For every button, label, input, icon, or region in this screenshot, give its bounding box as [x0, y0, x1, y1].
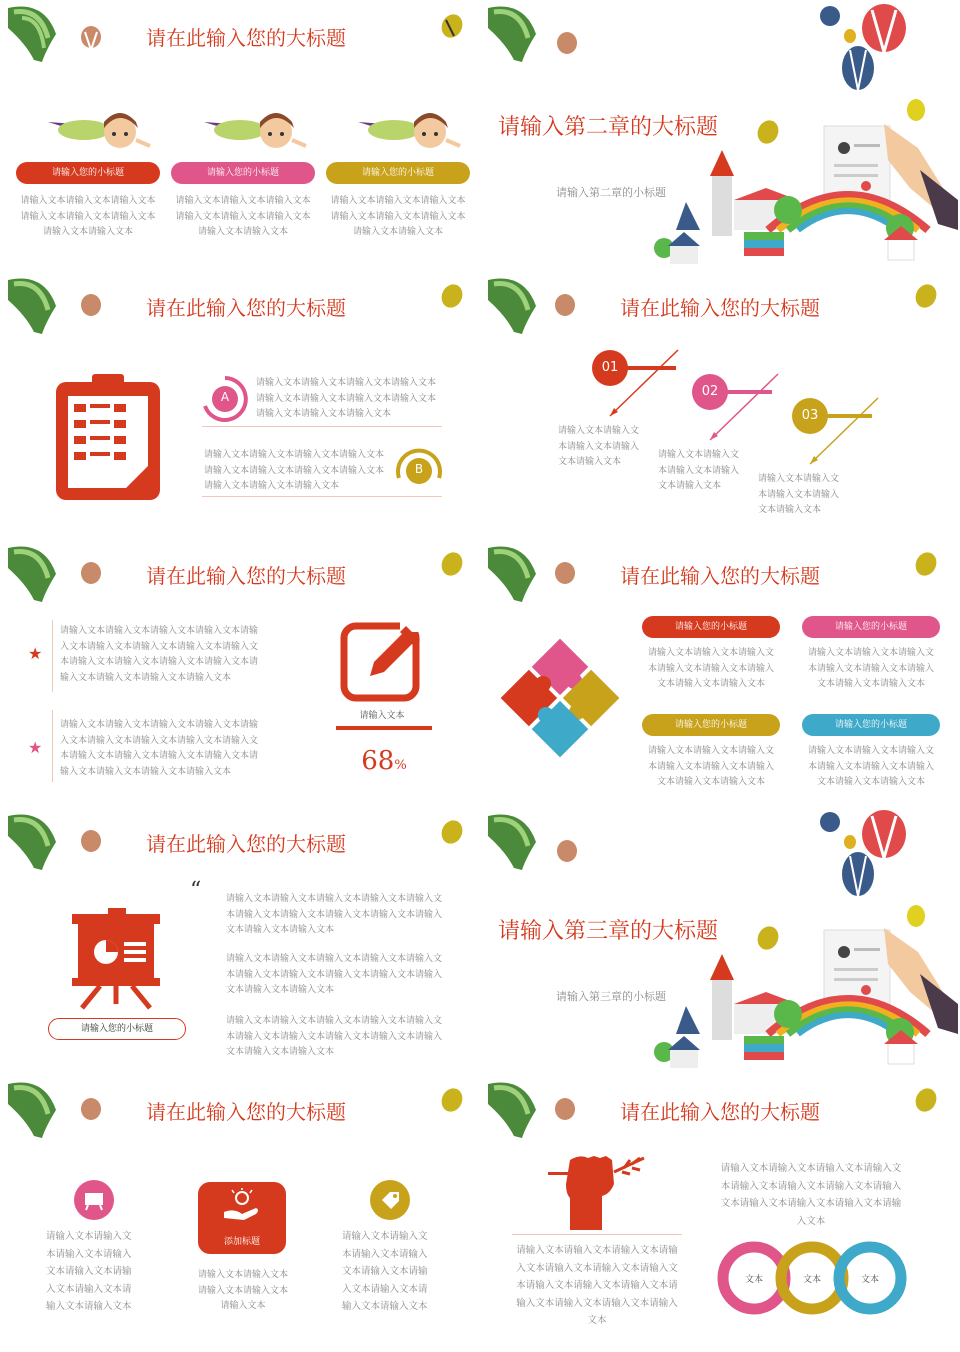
school-illustration	[648, 924, 958, 1072]
step-01-number: 01	[601, 360, 619, 375]
slide-6[interactable]	[484, 540, 958, 804]
edit-label: 请输入文本	[359, 711, 405, 721]
slide-title: 请在此输入您的大标题	[620, 564, 820, 588]
small-balloon-icon	[80, 830, 104, 860]
green-balloon-icon	[4, 812, 64, 876]
green-balloon-icon	[484, 1080, 544, 1144]
slide-1[interactable]	[0, 0, 474, 264]
slide-title: 请在此输入您的大标题	[146, 1100, 346, 1124]
badge-b-label: B	[414, 462, 424, 476]
ring-label: 文本	[744, 1275, 763, 1285]
body-text: 请输入文本请输入文本请输入文本请输入文本请输入文本请输入文本请输入文本请输入文本	[20, 196, 156, 237]
body-text: 请输入文本请输入文本请输入文本请输入文本请输入文本请输入文本请输入文本请输入文本	[807, 746, 934, 787]
step-02-text: 请输入文本请输入文本请输入文本请输入文本请输入文本	[658, 450, 740, 491]
yellow-balloon-icon	[914, 284, 938, 316]
yellow-balloon-icon	[440, 1088, 464, 1120]
quote-mark: “	[190, 878, 202, 903]
small-balloon-icon	[556, 840, 580, 870]
label-underline	[336, 726, 432, 730]
ring-label: 文本	[802, 1275, 821, 1285]
chapter-subtitle: 请输入第二章的小标题	[556, 186, 666, 199]
green-balloon-icon	[484, 544, 544, 608]
edit-icon	[340, 618, 424, 702]
yellow-balloon-icon	[914, 552, 938, 584]
slide-2[interactable]	[484, 0, 958, 264]
subtitle-pill: 请输入您的小标题	[642, 616, 780, 638]
child-illustration	[46, 100, 156, 156]
green-balloon-icon	[4, 4, 64, 68]
slide-title: 请在此输入您的大标题	[146, 296, 346, 320]
subtitle-outline-pill: 请输入您的小标题	[48, 1018, 186, 1040]
body-text: 请输入文本请输入文本请输入文本请输入文本请输入文本请输入文本请输入文本请输入文本	[330, 196, 466, 237]
chapter-title: 请输入第三章的大标题	[498, 919, 719, 944]
slide-7[interactable]	[0, 808, 474, 1072]
subtitle-pill: 请输入您的小标题	[642, 714, 780, 736]
percent-number: 68	[361, 746, 395, 776]
percent-unit: %	[394, 758, 407, 773]
small-balloon-icon	[554, 1098, 578, 1128]
step-02-number: 02	[701, 384, 719, 399]
puzzle-icon	[498, 636, 622, 760]
small-balloon-icon	[80, 294, 104, 324]
slide-10[interactable]	[484, 1076, 958, 1340]
presentation-icon	[74, 1180, 114, 1220]
vertical-rule	[52, 710, 53, 782]
body-text-a: 请输入文本请输入文本请输入文本请输入文本请输入文本请输入文本请输入文本请输入文本请输入文本请输入文本请输入文本	[256, 378, 437, 419]
subtitle-pill: 请输入您的小标题	[802, 616, 940, 638]
green-balloon-icon	[4, 544, 64, 608]
fist-icon	[548, 1154, 648, 1234]
body-text-right: 请输入文本请输入文本请输入文本请输入文本请输入文本请输入文本请输入文本请输入文本请输入文本	[342, 1231, 428, 1312]
small-balloon-icon	[80, 562, 104, 592]
slide-9[interactable]	[0, 1076, 474, 1340]
yellow-balloon-icon	[914, 1088, 938, 1120]
subtitle-pill: 请输入您的小标题	[802, 714, 940, 736]
slide-title: 请在此输入您的大标题	[146, 832, 346, 856]
chapter-title: 请输入第二章的大标题	[498, 115, 719, 140]
idea-hand-icon	[222, 1188, 262, 1224]
divider	[202, 426, 442, 427]
green-balloon-icon	[4, 276, 64, 340]
school-illustration	[648, 120, 958, 264]
feature-card-label: 添加标题	[223, 1237, 260, 1247]
small-balloon-icon	[554, 294, 578, 324]
slide-5[interactable]	[0, 540, 474, 804]
chapter-subtitle: 请输入第三章的小标题	[556, 990, 666, 1003]
star-icon: ★	[28, 644, 43, 663]
hot-air-balloons-icon	[806, 6, 926, 106]
slide-4[interactable]	[484, 272, 958, 536]
small-balloon-icon	[80, 26, 104, 56]
subtitle-pill: 请输入您的小标题	[326, 162, 470, 184]
vertical-rule	[52, 620, 53, 692]
slide-title: 请在此输入您的大标题	[146, 26, 346, 50]
body-text-right: 请输入文本请输入文本请输入文本请输入文本请输入文本请输入文本请输入文本请输入文本请输入文本请输入文本请输入文本请输入文本	[720, 1163, 902, 1227]
step-03-text: 请输入文本请输入文本请输入文本请输入文本请输入文本	[758, 474, 840, 515]
slide-title: 请在此输入您的大标题	[146, 564, 346, 588]
slide-3[interactable]	[0, 272, 474, 536]
yellow-balloon-icon	[440, 820, 464, 852]
badge-a-label: A	[220, 390, 230, 404]
body-text-2: 请输入文本请输入文本请输入文本请输入文本请输入文本请输入文本请输入文本请输入文本请输入文本请输入文本请输入文本请输入文本请输入文本请输入文本请输入文本请输入文本请输入文本	[60, 720, 259, 777]
small-balloon-icon	[80, 1098, 104, 1128]
small-balloon-icon	[554, 562, 578, 592]
paragraph: 请输入文本请输入文本请输入文本请输入文本请输入文本请输入文本请输入文本请输入文本请输入文本请输入文本请输入文本请输入文本	[226, 954, 443, 995]
child-illustration	[356, 100, 466, 156]
divider	[202, 496, 442, 497]
slide-8[interactable]	[484, 808, 958, 1072]
child-illustration	[202, 100, 312, 156]
subtitle-pill: 请输入您的小标题	[16, 162, 160, 184]
yellow-balloon-icon	[440, 284, 464, 316]
tag-icon	[370, 1180, 410, 1220]
body-text-b: 请输入文本请输入文本请输入文本请输入文本请输入文本请输入文本请输入文本请输入文本请输入文本请输入文本请输入文本	[204, 450, 385, 491]
hot-air-balloons-icon	[806, 812, 926, 912]
body-text: 请输入文本请输入文本请输入文本请输入文本请输入文本请输入文本请输入文本请输入文本	[175, 196, 311, 237]
body-text-mid: 请输入文本请输入文本请输入文本请输入文本请输入文本	[197, 1270, 288, 1311]
fist-underline	[512, 1234, 682, 1235]
percent-value	[340, 746, 428, 776]
green-balloon-icon	[484, 812, 544, 876]
body-text-1: 请输入文本请输入文本请输入文本请输入文本请输入文本请输入文本请输入文本请输入文本请输入文本请输入文本请输入文本请输入文本请输入文本请输入文本请输入文本请输入文本请输入文本	[60, 626, 259, 683]
presentation-board-icon	[72, 908, 162, 1008]
paragraph: 请输入文本请输入文本请输入文本请输入文本请输入文本请输入文本请输入文本请输入文本请输入文本请输入文本请输入文本请输入文本	[226, 894, 443, 935]
body-text-left: 请输入文本请输入文本请输入文本请输入文本请输入文本请输入文本请输入文本请输入文本请输入文本请输入文本请输入文本请输入文本请输入文本请输入文本	[516, 1245, 678, 1326]
yellow-balloon-icon	[440, 14, 464, 46]
green-balloon-icon	[4, 1080, 64, 1144]
slide-title: 请在此输入您的大标题	[620, 1100, 820, 1124]
clipboard-icon	[56, 372, 162, 502]
body-text: 请输入文本请输入文本请输入文本请输入文本请输入文本请输入文本请输入文本请输入文本	[647, 746, 774, 787]
ring-label: 文本	[860, 1275, 879, 1285]
yellow-balloon-icon	[440, 552, 464, 584]
body-text: 请输入文本请输入文本请输入文本请输入文本请输入文本请输入文本请输入文本请输入文本	[807, 648, 934, 689]
green-balloon-icon	[484, 276, 544, 340]
body-text: 请输入文本请输入文本请输入文本请输入文本请输入文本请输入文本请输入文本请输入文本	[647, 648, 774, 689]
subtitle-pill: 请输入您的小标题	[171, 162, 315, 184]
star-icon: ★	[28, 738, 43, 757]
body-text-left: 请输入文本请输入文本请输入文本请输入文本请输入文本请输入文本请输入文本请输入文本请输入文本	[46, 1231, 132, 1312]
paragraph: 请输入文本请输入文本请输入文本请输入文本请输入文本请输入文本请输入文本请输入文本请输入文本请输入文本请输入文本请输入文本	[226, 1016, 443, 1057]
slide-title: 请在此输入您的大标题	[620, 296, 820, 320]
step-01-text: 请输入文本请输入文本请输入文本请输入文本请输入文本	[558, 426, 640, 467]
small-balloon-icon	[556, 32, 580, 62]
green-balloon-icon	[484, 4, 544, 68]
step-03-number: 03	[801, 408, 819, 423]
